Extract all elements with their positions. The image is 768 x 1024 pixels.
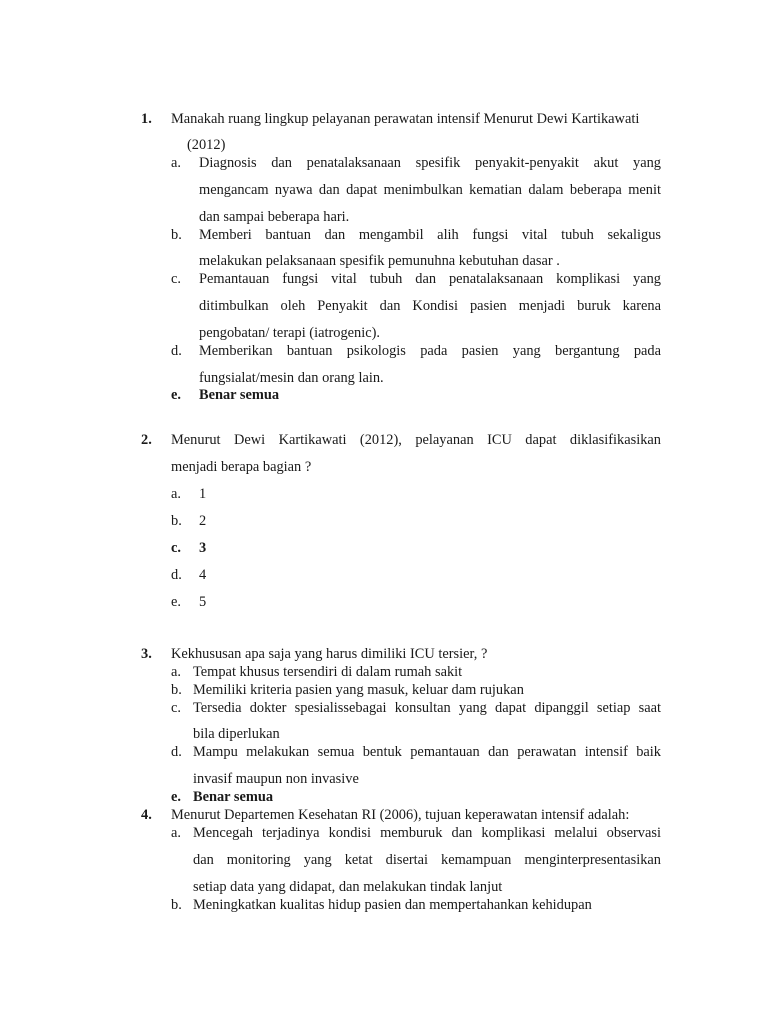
option-label: e. bbox=[171, 387, 181, 403]
question-number: 1. bbox=[141, 111, 152, 127]
option-label: b. bbox=[171, 227, 182, 243]
question-number: 4. bbox=[141, 807, 152, 823]
question-text: Menurut Departemen Kesehatan RI (2006), tujuan keperawatan intensif adalah: bbox=[171, 807, 630, 823]
question-text: (2012) bbox=[187, 137, 226, 153]
question-number: 3. bbox=[141, 646, 152, 662]
option-text: 5 bbox=[199, 594, 207, 610]
option-text: 4 bbox=[199, 567, 207, 583]
option-label: c. bbox=[171, 700, 181, 716]
option-text: Memiliki kriteria pasien yang masuk, keluar dam rujukan bbox=[193, 682, 524, 698]
option-text: Tersedia dokter spesialissebagai konsultan yang dapat dipanggil setiap saat bbox=[193, 700, 661, 716]
option-text: dan monitoring yang ketat disertai kemampuan menginterpresentasikan bbox=[193, 852, 661, 868]
option-label: a. bbox=[171, 825, 181, 841]
question-text: menjadi berapa bagian ? bbox=[171, 459, 312, 475]
option-label: c. bbox=[171, 271, 181, 287]
option-label: b. bbox=[171, 513, 182, 529]
option-label: d. bbox=[171, 343, 182, 359]
option-label: c. bbox=[171, 540, 181, 556]
option-text: dan sampai beberapa hari. bbox=[199, 209, 350, 225]
option-text: mengancam nyawa dan dapat menimbulkan kematian dalam beberapa menit bbox=[199, 182, 661, 198]
question-number: 2. bbox=[141, 432, 152, 448]
option-text: Tempat khusus tersendiri di dalam rumah sakit bbox=[193, 664, 463, 680]
option-text: ditimbulkan oleh Penyakit dan Kondisi pasien menjadi buruk karena bbox=[199, 298, 661, 314]
option-label: b. bbox=[171, 897, 182, 913]
option-label: b. bbox=[171, 682, 182, 698]
option-text: Memberi bantuan dan mengambil alih fungsi vital tubuh sekaligus bbox=[199, 227, 661, 243]
option-text: melakukan pelaksanaan spesifik pemunuhna kebutuhan dasar . bbox=[199, 253, 560, 269]
option-text: setiap data yang didapat, dan melakukan tindak lanjut bbox=[193, 879, 503, 895]
option-text: fungsialat/mesin dan orang lain. bbox=[199, 370, 384, 386]
option-label: d. bbox=[171, 567, 182, 583]
option-text: Pemantauan fungsi vital tubuh dan penatalaksanaan komplikasi yang bbox=[199, 271, 661, 287]
option-label: a. bbox=[171, 486, 181, 502]
option-text: Diagnosis dan penatalaksanaan spesifik penyakit-penyakit akut yang bbox=[199, 155, 661, 171]
option-text-correct: Benar semua bbox=[193, 789, 274, 805]
option-text-correct: Benar semua bbox=[199, 387, 280, 403]
option-text: 2 bbox=[199, 513, 207, 529]
option-text: pengobatan/ terapi (iatrogenic). bbox=[199, 325, 381, 341]
question-text: Kekhususan apa saja yang harus dimiliki ICU tersier, ? bbox=[171, 646, 488, 662]
option-text: bila diperlukan bbox=[193, 726, 280, 742]
question-text: Menurut Dewi Kartikawati (2012), pelayanan ICU dapat diklasifikasikan bbox=[171, 432, 661, 448]
option-label: e. bbox=[171, 789, 181, 805]
option-text: 1 bbox=[199, 486, 207, 502]
question-text: Manakah ruang lingkup pelayanan perawatan intensif Menurut Dewi Kartikawati bbox=[171, 111, 640, 127]
option-text: Meningkatkan kualitas hidup pasien dan mempertahankan kehidupan bbox=[193, 897, 592, 913]
option-label: a. bbox=[171, 155, 181, 171]
option-text: Mencegah terjadinya kondisi memburuk dan komplikasi melalui observasi bbox=[193, 825, 661, 841]
option-label: e. bbox=[171, 594, 181, 610]
option-text-correct: 3 bbox=[199, 540, 207, 556]
option-text: invasif maupun non invasive bbox=[193, 771, 359, 787]
option-text: Memberikan bantuan psikologis pada pasien yang bergantung pada bbox=[199, 343, 661, 359]
option-label: a. bbox=[171, 664, 181, 680]
option-label: d. bbox=[171, 744, 182, 760]
option-text: Mampu melakukan semua bentuk pemantauan dan perawatan intensif baik bbox=[193, 744, 661, 760]
